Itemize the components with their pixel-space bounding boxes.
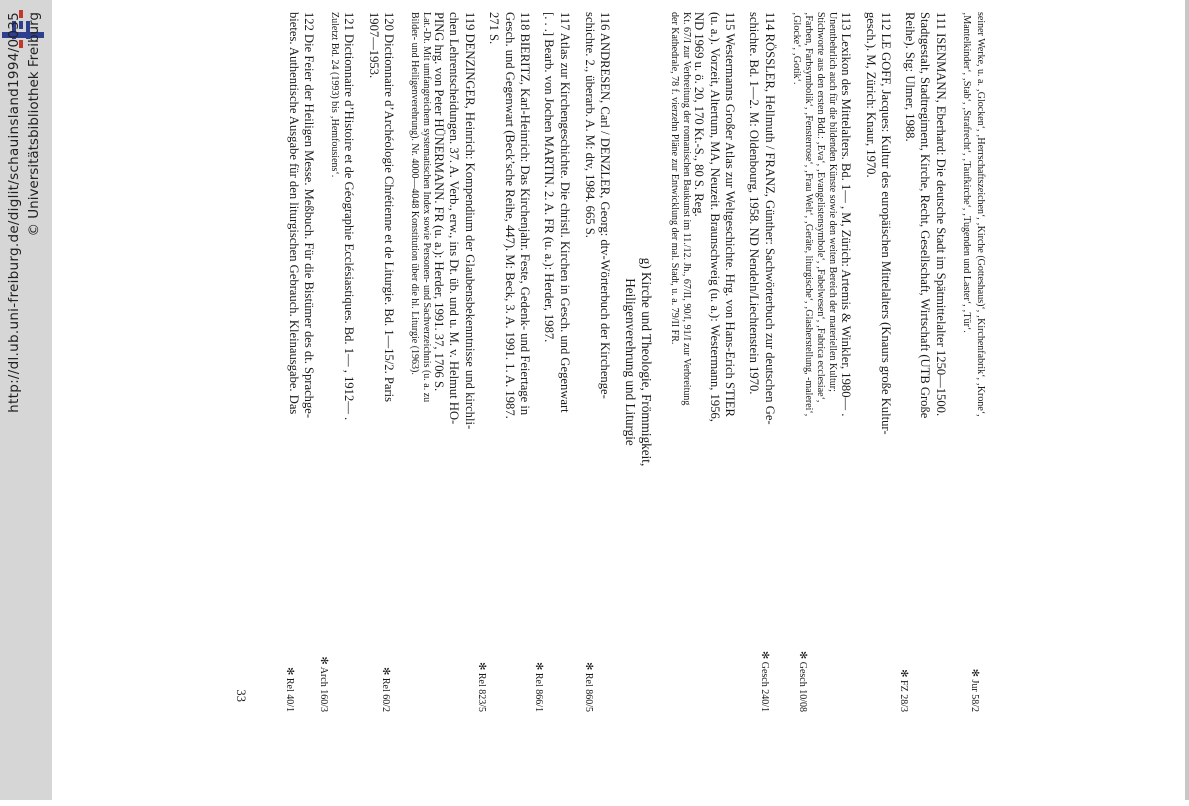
shelfmark: ✻ Rel 823/5: [476, 661, 487, 712]
shelfmark: ✻ Gesch 10/08: [797, 650, 808, 712]
shelfmark: ✻ Rel 60/2: [380, 666, 391, 712]
shelfmark: ✻ Rel 860/5: [583, 661, 594, 712]
page-number: 33: [234, 689, 248, 702]
shelfmark: ✻ Gesch 240/1: [759, 650, 770, 712]
text-line: Zuletzt Bd. 24 (1993) bis ‚Hemfousiens‘.: [329, 12, 340, 178]
text-line: Reihe). Stg: Ulmer, 1988.: [903, 12, 917, 142]
document-url-link[interactable]: http://dl.ub.uni-freiburg.de/diglit/schauinsland1994/0035: [6, 12, 22, 413]
text-line: gesch.). M, Zürich: Knaur, 1970.: [864, 12, 878, 178]
section-heading: g) Kirche und Theologie, Frömmigkeit,: [639, 257, 654, 467]
text-line: schichte. 2., überarb. A. M: dtv, 1984. 665 S.: [583, 12, 597, 238]
viewer-sidebar: [0, 0, 52, 800]
text-line: ‚Glocke‘, ‚Gotik‘.: [791, 12, 802, 85]
text-line: [. . .] Bearb. von Jochen MARTIN. 2. A. FR (u. a.): Herder, 1987.: [542, 12, 556, 343]
text-line: Stadtgestalt, Stadtregiment, Kirche, Recht, Gesellschaft, Wirtschaft (UTB Große: [918, 12, 932, 419]
text-line: 113 Lexikon des Mittelalters. Bd. 1— , M, Zürich: Artemis & Winkler, 1980— .: [839, 12, 853, 417]
text-line: seiner Werke, u. a. ‚Glocken‘, ‚Herrschaftszeichen‘, ‚Kirche (Gotteshaus)‘, ‚Kirchenfabrik‘, ‚Krone‘,: [975, 12, 986, 417]
text-line: 1907—1953.: [367, 12, 381, 79]
text-line: Unentbehrlich auch für die bildenden Künste sowie den weiten Bereich der materiellen Kultur;: [827, 12, 838, 392]
text-line: PING hrg. von Peter HÜNERMANN. FR (u. a.): Herder, 1991. 37, 1706 S.: [432, 12, 446, 392]
text-line: 117 Atlas zur Kirchengeschichte. Die christl. Kirchen in Gesch. und Gegenwart: [558, 12, 572, 413]
text-line: 114 RÖSSLER, Hellmuth / FRANZ, Günther: Sachwörterbuch zur deutschen Ge-: [763, 12, 777, 425]
text-line: 119 DENZINGER, Heinrich: Kompendium der Glaubensbekenntnisse und kirchli-: [463, 12, 477, 430]
text-line: 115 Westermanns Großer Atlas zur Weltgeschichte. Hrg. von Hans-Erich STIER: [723, 12, 737, 417]
text-line: Stichworte aus den ersten Bdd.: ‚Eva‘, ‚Evangelistensymbole‘, ‚Fabelwesen‘, ‚Fabrica ecclesiae‘,: [815, 12, 826, 403]
text-line: ND 1969 u. ö. 20, 170 Kt.-S., 80 S. Reg.: [692, 12, 706, 217]
text-line: 121 Dictionnaire d’Histoire et de Géographie Ecclésiastiques. Bd. 1— , 1912— .: [342, 12, 356, 421]
text-line: chen Lehrentscheidungen. 37. A. Verb., erw., ins Dt. üb. und u. M. v. Helmut HO-: [447, 12, 461, 425]
text-line: der Kathedrale, 78 f. vierzehn Pläne zur Entwicklung der mal. Stadt, u. a. 79/II FR.: [669, 12, 680, 345]
text-line: 271 S.: [487, 12, 501, 45]
text-line: Lat.-Dt. Mit umfangreichem systematischen Index sowie Personen- und Sachverzeichnis (u. a. zu: [421, 12, 432, 403]
text-line: 116 ANDRESEN, Carl / DENZLER, Georg: dtv-Wörterbuch der Kirchenge-: [598, 12, 612, 399]
shelfmark: ✻ Rel 40/1: [284, 666, 295, 712]
text-line: 112 LE GOFF, Jacques: Kultur des europäischen Mittelalters (Knaurs große Kultur-: [879, 12, 893, 435]
text-line: 118 BIERITZ, Karl-Heinrich: Das Kirchenjahr. Feste, Gedenk- und Feiertage in: [518, 12, 532, 416]
text-line: schichte. Bd. 1—2. M: Oldenbourg, 1958. ND Nendeln/Liechtenstein 1970.: [747, 12, 761, 395]
sidebar-caption: [0, 0, 52, 800]
text-line: Kt. 67/I zur Verbreitung der romanischen Baukunst im 11./12. Jh., 67/II, 90/I, 91/I zur Verbreitung: [681, 12, 692, 406]
copyright-text: © Universitätsbibliothek Freiburg: [26, 12, 42, 237]
text-line: 111 ISENMANN, Eberhard: Die deutsche Stadt im Spätmittelalter 1250—1500.: [934, 12, 948, 417]
text-line: Bilder- und Heiligenverehrung). Nr. 4000—4048 Konstitution über die hl. Liturgie (1963).: [409, 12, 420, 375]
scanned-page: [230, 6, 990, 806]
text-line: 120 Dictionnaire d’Archéologie Chrétienne et de Liturgie. Bd. 1—15/2. Paris: [382, 12, 396, 403]
text-line: ‚Mantelkinder‘, ‚Stab‘, ‚Strafrecht‘, ‚Taufkirche‘, ‚Tugenden und Laster‘, ‚Tür‘.: [961, 12, 972, 333]
shelfmark: ✻ Jur 58/2: [969, 668, 980, 712]
text-line: (u. a.). Vorzeit, Altertum, MA, Neuzeit. Braunschweig (u. a.): Westermann, 1956,: [708, 12, 722, 422]
text-line: Gesch. und Gegenwart (Beck’sche Reihe, 447). M: Beck, 3. A. 1991. 1. A. 1987.: [503, 12, 517, 419]
text-line: ‚Farben, Farbsymbolik‘, ‚Fensterrose‘, ‚Frau Welt‘, ‚Geräte, liturgische‘, ‚Glasherstellung, -malerei‘,: [803, 12, 814, 417]
text-line: bietes. Authentische Ausgabe für den liturgischen Gebrauch. Kleinausgabe. Das: [287, 12, 301, 415]
text-line: 122 Die Feier der Heiligen Messe. Meßbuch. Für die Bistümer des dt. Sprachge-: [302, 12, 316, 419]
section-heading: Heiligenverehrung und Liturgie: [623, 278, 638, 446]
scrollbar-edge[interactable]: [1185, 0, 1189, 800]
shelfmark: ✻ FZ 28/3: [898, 669, 909, 712]
shelfmark: ✻ Rel 866/1: [533, 661, 544, 712]
shelfmark: ✻ Arch 160/3: [318, 656, 329, 712]
